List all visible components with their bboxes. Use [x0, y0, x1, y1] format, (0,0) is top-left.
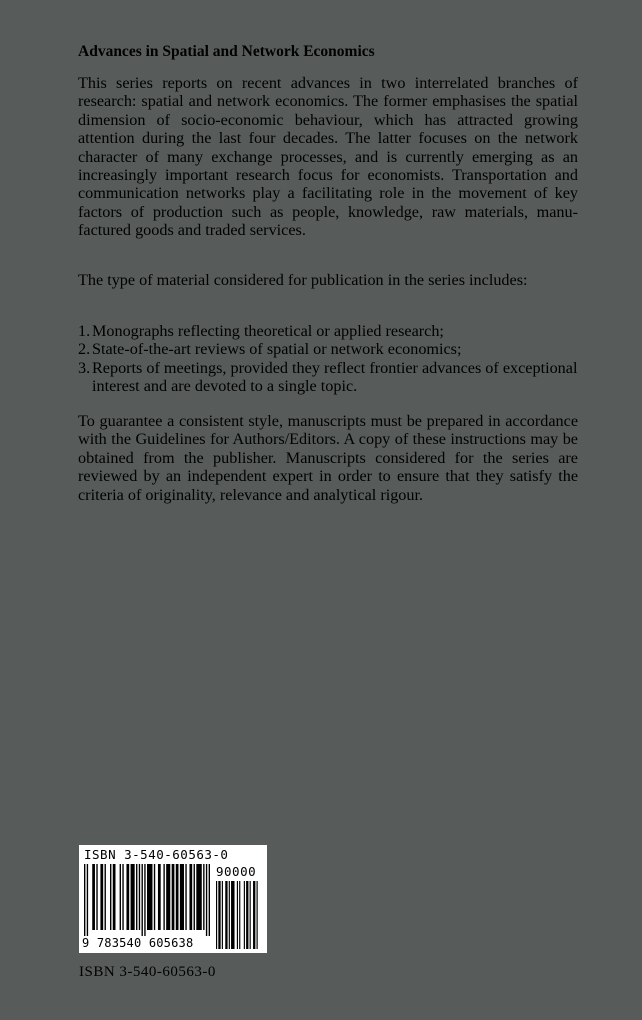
list-item — [78, 340, 578, 358]
barcode-ean-digits: 9 783540 605638 — [82, 936, 194, 950]
list-item — [78, 359, 578, 396]
barcode-bar — [113, 864, 116, 930]
material-type-list — [78, 322, 578, 396]
list-item-number: 1. — [78, 322, 91, 340]
barcode-bar — [222, 881, 223, 949]
barcode-bar — [176, 864, 179, 930]
barcode-bar — [229, 881, 230, 949]
barcode-addon-digits: 90000 — [216, 864, 257, 879]
barcode-bar — [203, 864, 204, 930]
list-item-number: 2. — [78, 340, 91, 359]
barcode-bar — [206, 864, 207, 936]
series-title: Advances in Spatial and Network Economics — [78, 43, 375, 60]
barcode-bar — [185, 864, 186, 930]
barcode-bar — [218, 881, 220, 949]
barcode-bar — [147, 864, 152, 930]
barcode-bar — [158, 864, 161, 930]
barcode-bar — [122, 864, 123, 930]
barcode-bar — [84, 864, 85, 936]
barcode-bar — [87, 864, 88, 936]
barcode-bar — [120, 864, 121, 930]
list-item-text: Monographs reflecting theoretical or applied research; — [92, 322, 444, 340]
material-intro-paragraph: The type of material considered for publication in the series includes: — [78, 271, 528, 289]
barcode-bar — [244, 881, 245, 949]
list-item-number: 3. — [78, 358, 91, 377]
series-description-paragraph: This series reports on recent advances in two interrelated branches of research: spatial and network economics. The former emphasises the spatial dimension of socio-economic behaviour, which has attracted growing attention during the last four decades. The latter focuses on the network character of many exchange processes, and is currently emerging as an increasingly important research focus for economists. Transportation and communication networks play a facilitating role in the movement of key factors of production such as people, knowledge, raw materials, manufactured goods and traded services. — [78, 74, 578, 240]
barcode-bar — [154, 864, 155, 930]
barcode-bar — [96, 864, 97, 930]
barcode-bar — [172, 864, 175, 930]
barcode-bar — [189, 864, 192, 930]
barcode-bar — [239, 881, 240, 949]
list-item — [78, 322, 578, 340]
barcode-bar — [194, 864, 195, 930]
barcode-bar — [92, 864, 95, 930]
barcode-bar — [253, 881, 255, 949]
barcode-bar — [225, 881, 227, 949]
barcode-bar — [110, 864, 111, 930]
barcode-bar — [196, 864, 201, 930]
barcode-bar — [144, 864, 145, 936]
isbn-barcode — [79, 845, 267, 953]
manuscript-guidelines-paragraph: To guarantee a consistent style, manuscripts must be prepared in accordance with the Guidelines for Authors/Editors. A copy of these instructions may be obtained from the publisher. Manuscripts considered for the series are reviewed by an independent expert in order to ensure that they satisfy the criteria of originality, relevance and analytical rigour. — [78, 412, 578, 504]
barcode-bar — [180, 864, 184, 930]
barcode-bar — [139, 864, 140, 930]
barcode-bar — [237, 881, 238, 949]
footer-isbn: ISBN 3-540-60563-0 — [79, 964, 216, 980]
list-item-text: Reports of meetings, provided they reflect frontier advances of exceptional interest and are devoted to a single topic. — [92, 358, 578, 396]
barcode-bar — [216, 881, 217, 949]
barcode-bar — [257, 881, 258, 949]
barcode-bar — [231, 881, 234, 949]
barcode-bar — [105, 864, 106, 930]
barcode-bar — [100, 864, 103, 930]
barcode-bar — [246, 881, 248, 949]
ean-barcode-bars — [84, 864, 210, 936]
barcode-bar — [250, 881, 251, 949]
barcode-bar — [163, 864, 164, 930]
barcode-bar — [166, 864, 170, 930]
barcode-isbn-label: ISBN 3-540-60563-0 — [84, 847, 229, 862]
barcode-bar — [131, 864, 135, 930]
addon-barcode-bars — [216, 881, 260, 949]
barcode-bar — [142, 864, 143, 936]
barcode-bar — [126, 864, 129, 930]
barcode-bar — [209, 864, 210, 936]
list-item-text: State-of-the-art reviews of spatial or network economics; — [92, 340, 462, 359]
barcode-bar — [136, 864, 137, 930]
